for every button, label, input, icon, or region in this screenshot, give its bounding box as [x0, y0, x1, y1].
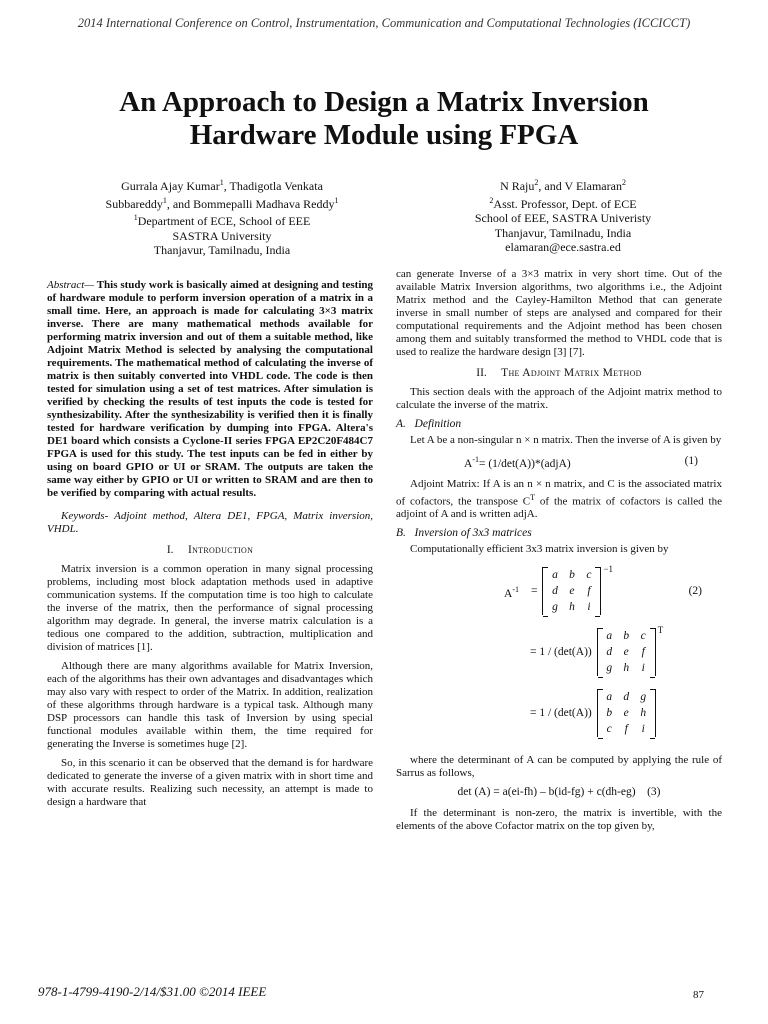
matrix-cell: a: [606, 630, 613, 643]
matrix-cell: d: [606, 646, 613, 659]
matrix-cell: a: [552, 569, 558, 582]
title-line-1: An Approach to Design a Matrix Inversion: [119, 86, 649, 118]
matrix-cell: f: [587, 585, 591, 598]
equation-cofactor-transpose: = 1 / (det(A)) a b c d e f g h i T: [530, 625, 664, 675]
matrix-cell: a: [606, 691, 613, 704]
matrix-cell: c: [640, 630, 646, 643]
matrix-cell: f: [641, 646, 645, 659]
section-heading-introduction: I. Introduction: [166, 544, 254, 556]
intro-paragraph-2: Although there are many algorithms available for Matrix Inversion, each of the algorithms has their own advantages and disadvantages which may also vary with respect to order of the Matrix. In addition, realization of these algorithms through hardware is a typical task. Although many DSP processors can handle this task of Inversion by using special functional modules available within them, the time required for generating the Inverse is sometimes huge [2].: [47, 660, 373, 750]
matrix-cell: c: [586, 569, 592, 582]
section-heading-adjoint: II. The Adjoint Matrix Method: [476, 367, 642, 379]
page-number: 87: [693, 989, 704, 1001]
inversion-intro-text: Computationally efficient 3x3 matrix inversion is given by: [410, 543, 669, 556]
matrix-cell: e: [623, 707, 629, 720]
matrix-cell: e: [623, 646, 629, 659]
matrix-cell: e: [569, 585, 575, 598]
matrix-cell: d: [552, 585, 558, 598]
affiliation-2: SASTRA University: [172, 228, 272, 243]
matrix-cell: h: [569, 601, 575, 614]
equation-2-number: (2): [688, 584, 702, 597]
affiliation-right-2: School of EEE, SASTRA Univeristy: [474, 211, 652, 225]
subsection-inversion-3x3: B. Inversion of 3x3 matrices: [396, 527, 532, 540]
matrix-cell: b: [623, 630, 630, 643]
matrix-cell: h: [623, 662, 630, 675]
author-line-2: Subbareddy$^1$, and Bommepalli Madhava Reddy$^1$: [105, 195, 339, 211]
matrix-a: [542, 567, 601, 615]
matrix-cell: i: [641, 662, 645, 675]
matrix-cell: g: [552, 601, 558, 614]
determinant-text: If the determinant is non-zero, the matrix is invertible, with the elements of the above Cofactor matrix on the top given by,: [396, 807, 722, 833]
equation-adjugate: = 1 / (det(A)) a d g b e h c f i: [396, 684, 722, 742]
intro-continuation: can generate Inverse of a 3×3 matrix in very short time. Out of the available Matrix Inversion algorithms, two algorithms i.e., the Adjoint Matrix method and the Cayley-Hamilton Method that can generate inverse in small number of steps are analysed and compared for their computational requirements and the Adjoint method has been chosen among them and suitably transformed the method to VHDL code that is used to realize the hardware design [3] [7].: [396, 268, 722, 358]
footer-isbn: 978-1-4799-4190-2/14/$31.00 ©2014 IEEE: [38, 984, 267, 999]
adjoint-definition-text: Adjoint Matrix: If A is an n × n matrix, and C is the associated matrix of cofactors, the transpose $C^T$ of the matrix of cofactors is called the adjoint of A and is written adjA.: [396, 477, 722, 521]
equation-1: $A^{-1}=$ (1/det(A))*(adjA) (1): [464, 455, 698, 470]
title-line-2: Hardware Module using FPGA: [189, 119, 579, 151]
authors-left: [52, 176, 392, 258]
affiliation-3: Thanjavur, Tamilnadu, India: [153, 243, 291, 257]
author-line-1: Gurrala Ajay Kumar$^1$, Thadigotla Venkata: [121, 178, 323, 193]
intro-paragraph-3: So, in this scenario it can be observed that the demand is for hardware dedicated to generate the inverse of a given matrix with in short time and with accurate results. Realizing such necessity, an attempt is made to design a hardware that: [47, 757, 373, 808]
left-column: [47, 279, 373, 815]
sarrus-text: where the determinant of A can be computed by applying the rule of Sarrus as follows,: [396, 754, 722, 780]
affiliation-right-3: Thanjavur, Tamilnadu, India: [494, 225, 632, 240]
adjoint-intro-paragraph: This section deals with the approach of the Adjoint matrix method to calculate the inverse of the matrix.: [396, 386, 722, 411]
author-email: elamaran@ece.sastra.ed: [505, 240, 621, 254]
definition-text: Let A be a non-singular n × n matrix. Then the inverse of A is given by: [410, 434, 722, 446]
right-column: [396, 268, 722, 839]
matrix-cell: g: [606, 662, 613, 675]
subsection-definition: A. Definition: [396, 418, 462, 430]
equation-2: $A^{-1}$ = a b c d e f g h i −1 (2): [504, 564, 702, 614]
affiliation-1: $^1$Department of ECE, School of EEE: [133, 213, 311, 228]
matrix-cell: g: [640, 691, 647, 704]
keywords: Keywords- Adjoint method, Altera DE1, FPGA, Matrix inversion, VHDL.: [47, 510, 373, 535]
abstract: Abstract— This study work is basically aimed at designing and testing of hardware module to perform inversion operation of a matrix in a small time. Here, an approach is made for calculating 3×3 matrix inverse. There are many mathematical methods available for performing matrix inversion and out of them a suitable method, like Adjoint Matrix Method is selected by analysing the computational requirements. The mathematical method of calculating the inverse of matrix is then suitably converted into VHDL code. The code is then tested for simulation using a set of test matrices. After simulation is verified by checking the results of test inputs the code is tested for synthesizability. After the synthesizability is verified then it is finally tested for hardware verification by dumping into FPGA. Altera's DE1 board which consists a Cyclone-II series FPGA EP2C20F484C7 FPGA is used for this study. The test inputs can be fed in either by using on board GPIO or UI or SRAM. The outputs are taken the same way either by GPIO or UI or written to SRAM and are then to be verified by comparing with actual results.: [47, 279, 373, 499]
author-names-right: N Raju$^2$, and V Elamaran$^2$: [500, 178, 626, 193]
paper-title: [60, 86, 708, 152]
affiliation-right-1: $^2$Asst. Professor, Dept. of ECE: [489, 195, 637, 211]
matrix-cell: b: [606, 707, 613, 720]
matrix-transposed: [597, 689, 656, 737]
matrix-cell: b: [569, 569, 575, 582]
equation-3-number: (3): [647, 786, 661, 799]
equation-3: det (A) = a(ei-fh) – b(id-fg) + c(dh-eg) (3): [457, 786, 661, 799]
matrix-cofactor: [597, 628, 656, 676]
intro-paragraph-1: Matrix inversion is a common operation in many signal processing problems, including most block adaptation methods used in adaptive communication systems. If the computation time is too high to calculate the inverse of the matrix, then the performance of signal processing algorithm may degrade. In general, the inverse matrix calculation is a tedious one compared to the addition, subtraction, multiplication and division of matrices [1].: [47, 563, 373, 653]
matrix-cell: c: [606, 723, 612, 736]
conference-header: 2014 International Conference on Control, Instrumentation, Communication and Computational Technologies (ICCICCT): [77, 16, 691, 30]
matrix-cell: h: [640, 707, 647, 720]
matrix-cell: d: [623, 691, 630, 704]
matrix-cell: f: [624, 723, 628, 736]
matrix-cell: i: [587, 601, 591, 614]
authors-right: [428, 176, 698, 255]
equation-1-number: (1): [684, 455, 698, 468]
matrix-cell: i: [641, 723, 645, 736]
